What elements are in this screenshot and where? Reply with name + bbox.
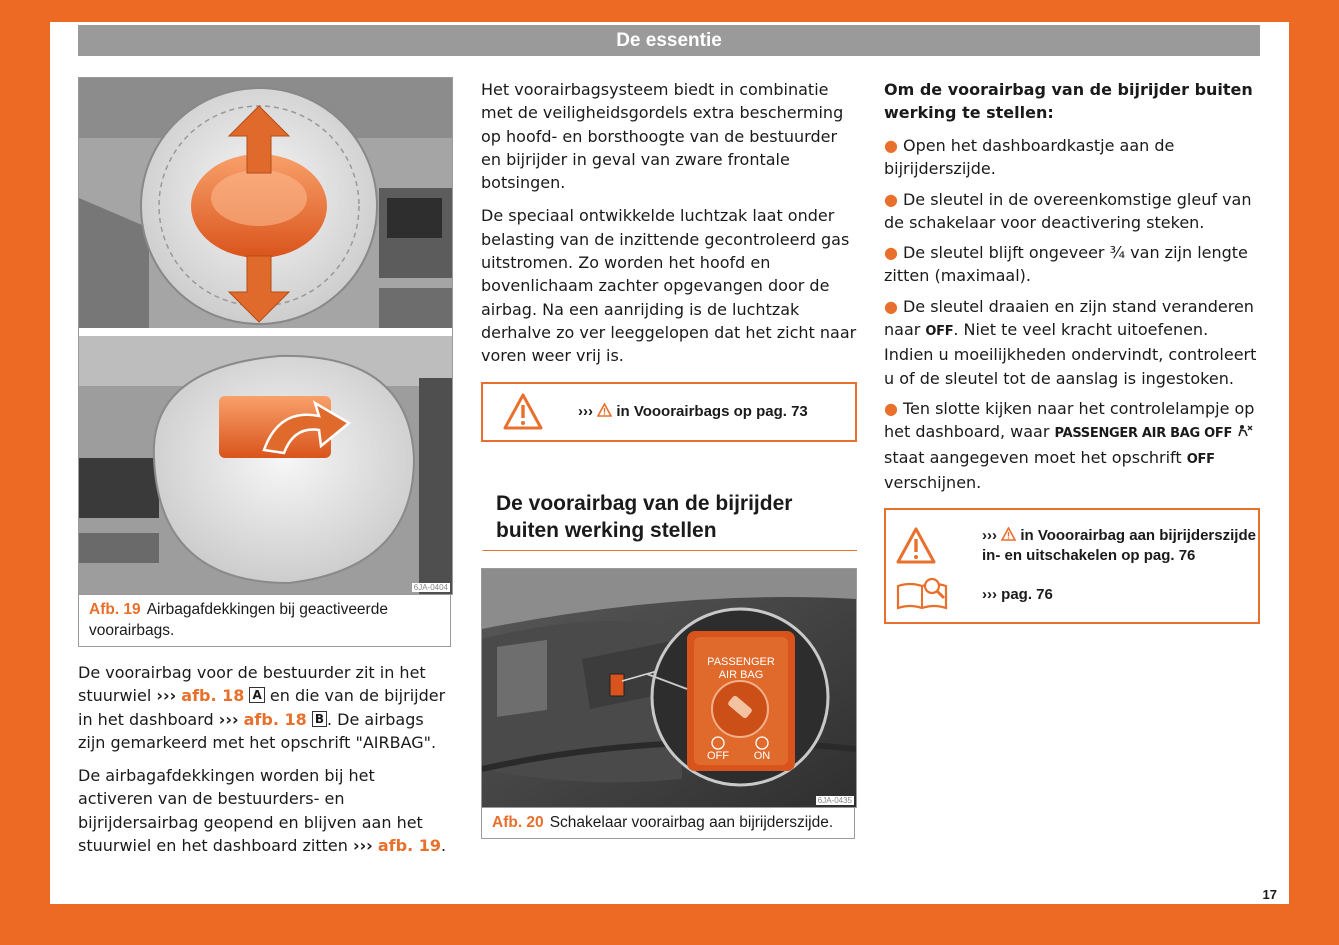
list-item <box>884 188 1260 235</box>
text: . De airbags zijn gemarkeerd met het opschrift "AIRBAG". <box>78 709 437 752</box>
paragraph-airbag-covers <box>78 764 453 857</box>
text: De sleutel blijft ongeveer ¾ van zijn lengte zitten (maximaal). <box>884 243 1248 286</box>
ref-arrows: ››› <box>578 403 593 421</box>
book-search-icon <box>894 576 952 612</box>
switch-illustration <box>482 569 856 807</box>
figure-20-caption <box>481 808 855 839</box>
page-reference[interactable] <box>982 586 1053 603</box>
page-header: De essentie <box>78 25 1260 56</box>
figure-19-caption <box>78 595 451 647</box>
text: . Niet te veel kracht uitoefenen. Indien u moeilijkheden ondervindt, controleert u of de sleutel tot de aanslag is ingestoken. <box>884 320 1257 388</box>
bullet-icon: ● <box>884 189 898 209</box>
ref-arrows: ››› <box>982 527 997 545</box>
off-label: OFF <box>925 324 954 340</box>
figure-marker: A <box>249 687 264 703</box>
paragraph-system: Het voorairbagsysteem biedt in combinatie met de veiligheidsgordels extra bescherming op hoofd- en borsthoogte van de bestuurder en bijrijder in geval van zware frontale botsingen. <box>481 80 844 193</box>
warning-triangle-icon <box>503 392 543 432</box>
figure-link[interactable]: afb. 18 <box>243 709 307 729</box>
switch-label-passenger: PASSENGER <box>707 655 775 668</box>
reference-row-book <box>886 574 1258 614</box>
ref-arrows: ››› <box>156 686 177 706</box>
text: De sleutel draaien en zijn stand veranderen naar <box>884 296 1254 340</box>
off-label: OFF <box>1186 451 1215 467</box>
bullet-icon: ● <box>884 398 898 418</box>
manual-page <box>50 22 1289 904</box>
paragraph-airbag-bag: De speciaal ontwikkelde luchtzak laat onder belasting van de inzittende gecontroleerd gas uitstromen. Zo worden het hoofd en bovenlichaam zachter opgevangen door de airbag. Na een aanrijding is de luchtzak derhalve zo ver leeggelopen dat het zicht naar voren weer vrij is. <box>481 206 857 366</box>
ref-arrows: ››› <box>982 585 997 603</box>
section-heading: De voorairbag van de bijrijder buiten werking stellen <box>481 490 857 551</box>
text: De sleutel in de overeenkomstige gleuf van de schakelaar voor deactivering steken. <box>884 189 1252 232</box>
warning-reference[interactable] <box>578 403 808 420</box>
switch-label-on: ON <box>753 749 771 762</box>
left-column <box>78 77 453 867</box>
text: Open het dashboardkastje aan de bijrijderszijde. <box>884 136 1175 179</box>
list-item <box>884 397 1260 494</box>
reference-row-warning <box>886 518 1258 574</box>
text: verschijnen. <box>884 472 982 492</box>
caption-label: Afb. 19 <box>89 601 141 618</box>
text: en die van de bijrijder in het dashboard <box>78 686 446 729</box>
figure-20-photo <box>481 568 857 808</box>
warning-reference[interactable] <box>982 526 1258 566</box>
ref-arrows: ››› <box>218 709 239 729</box>
ref-arrows: ››› <box>352 836 373 856</box>
warning-small-icon <box>597 403 612 417</box>
switch-label-airbag: AIR BAG <box>718 668 764 681</box>
paragraph-airbag-location <box>78 661 453 754</box>
figure-link[interactable]: afb. 18 <box>181 686 245 706</box>
warning-text: in Vooorairbag aan bijrijderszijde in- en uitschakelen op pag. 76 <box>982 527 1256 565</box>
warning-triangle-icon <box>896 526 936 566</box>
text: . <box>440 836 447 856</box>
middle-column <box>481 78 857 839</box>
airbag-off-indicator-icon <box>1237 424 1253 438</box>
text: Ten slotte kijken naar het controlelampje op het dashboard, waar <box>884 398 1255 442</box>
bullet-icon: ● <box>884 243 898 263</box>
figure-link[interactable]: afb. 19 <box>377 836 441 856</box>
page-text: pag. 76 <box>1001 585 1053 603</box>
airbag-illustration <box>79 78 452 594</box>
warning-box <box>481 382 857 442</box>
list-item <box>884 134 1260 181</box>
figure-19-photo <box>78 77 453 595</box>
list-item <box>884 241 1260 288</box>
figure-marker: B <box>312 711 327 727</box>
caption-label: Afb. 20 <box>492 813 544 831</box>
photo-code: 6JA-0435 <box>817 795 852 805</box>
list-item <box>884 295 1260 390</box>
warning-text: in Vooorairbags op pag. 73 <box>616 403 808 421</box>
right-column <box>884 78 1260 624</box>
page-number: 17 <box>1262 887 1277 902</box>
reference-box <box>884 508 1260 624</box>
instructions-heading: Om de voorairbag van de bijrijder buiten werking te stellen: <box>884 80 1253 122</box>
warning-small-icon <box>1001 527 1016 541</box>
bullet-icon: ● <box>884 136 898 155</box>
indicator-label: PASSENGER AIR BAG OFF <box>1054 426 1233 442</box>
text: staat aangegeven moet het opschrift <box>884 447 1182 467</box>
bullet-icon: ● <box>884 296 898 316</box>
caption-text: Schakelaar voorairbag aan bijrijderszijde. <box>549 813 834 831</box>
photo-code: 6JA-0404 <box>413 583 448 592</box>
caption-text: Airbagafdekkingen bij geactiveerde voorairbags. <box>89 601 388 639</box>
text: De voorairbag voor de bestuurder zit in het stuurwiel <box>78 663 426 706</box>
switch-label-off: OFF <box>707 749 729 762</box>
text: De airbagafdekkingen worden bij het activeren van de bestuurders- en bijrijdersairbag geopend en blijven aan het stuurwiel en het dashboard zitten <box>78 766 423 856</box>
